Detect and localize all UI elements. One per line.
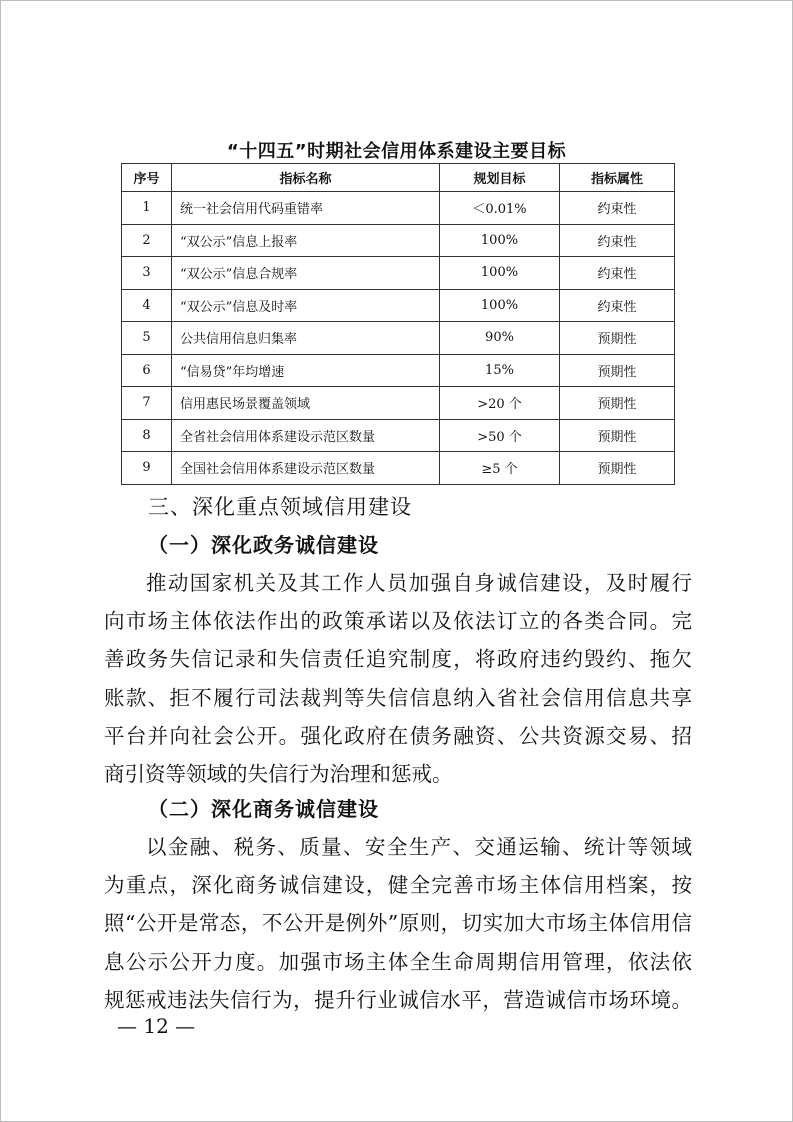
- cell-index: 5: [122, 322, 172, 355]
- cell-attribute: 预期性: [560, 387, 675, 420]
- cell-indicator-name: “双公示”信息及时率: [172, 289, 440, 322]
- cell-target: >20 个: [440, 387, 560, 420]
- subsection-heading-government: （一）深化政务诚信建设: [148, 533, 379, 557]
- cell-indicator-name: 信用惠民场景覆盖领域: [172, 387, 440, 420]
- cell-indicator-name: “双公示”信息上报率: [172, 224, 440, 257]
- table-title: “十四五”时期社会信用体系建设主要目标: [226, 141, 567, 162]
- table-row: [122, 289, 675, 322]
- cell-attribute: 预期性: [560, 322, 675, 355]
- cell-target: >50 个: [440, 419, 560, 452]
- paragraph-line: 推动国家机关及其工作人员加强自身诚信建设，及时履行: [146, 571, 692, 595]
- cell-target: 90%: [440, 322, 560, 355]
- cell-index: 9: [122, 452, 172, 485]
- cell-attribute: 约束性: [560, 192, 675, 225]
- cell-target: 100%: [440, 257, 560, 290]
- paragraph-line: 平台并向社会公开。强化政府在债务融资、公共资源交易、招: [104, 723, 692, 748]
- cell-attribute: 约束性: [560, 257, 675, 290]
- cell-attribute: 预期性: [560, 452, 675, 485]
- table-row: [122, 192, 675, 225]
- cell-indicator-name: 公共信用信息归集率: [172, 322, 440, 355]
- cell-attribute: 预期性: [560, 419, 675, 452]
- cell-target: 15%: [440, 354, 560, 387]
- table-row: [122, 354, 675, 387]
- paragraph-line: 息公示公开力度。加强市场主体全生命周期信用管理，依法依: [104, 949, 692, 974]
- table-row: [122, 452, 675, 485]
- paragraph-government-integrity: [104, 564, 692, 793]
- cell-index: 4: [122, 289, 172, 322]
- cell-index: 1: [122, 192, 172, 225]
- paragraph-line: 商引资等领域的失信行为治理和惩戒。: [104, 761, 453, 786]
- cell-index: 2: [122, 224, 172, 257]
- cell-index: 6: [122, 354, 172, 387]
- goals-table: [121, 163, 675, 485]
- header-target: 规划目标: [440, 164, 560, 192]
- cell-attribute: 预期性: [560, 354, 675, 387]
- paragraph-line: 为重点，深化商务诚信建设，健全完善市场主体信用档案，按: [104, 873, 692, 898]
- section-heading: 三、深化重点领域信用建设: [148, 495, 412, 519]
- paragraph-line: 照“公开是常态，不公开是例外”原则，切实加大市场主体信用信: [104, 911, 692, 936]
- cell-indicator-name: 全省社会信用体系建设示范区数量: [172, 419, 440, 452]
- cell-index: 3: [122, 257, 172, 290]
- paragraph-line: 规惩戒违法失信行为，提升行业诚信水平，营造诚信市场环境。: [104, 987, 692, 1012]
- cell-indicator-name: “双公示”信息合规率: [172, 257, 440, 290]
- table-header-row: [122, 164, 675, 192]
- table-row: [122, 224, 675, 257]
- table-row: [122, 322, 675, 355]
- subsection-heading-commerce: （二）深化商务诚信建设: [148, 797, 379, 821]
- table-row: [122, 419, 675, 452]
- cell-target: 100%: [440, 289, 560, 322]
- paragraph-line: 以金融、税务、质量、安全生产、交通运输、统计等领域: [146, 835, 692, 859]
- cell-index: 8: [122, 419, 172, 452]
- cell-target: ＜0.01%: [440, 192, 560, 225]
- header-attribute: 指标属性: [560, 164, 675, 192]
- cell-attribute: 约束性: [560, 224, 675, 257]
- cell-indicator-name: 统一社会信用代码重错率: [172, 192, 440, 225]
- cell-target: ≥5 个: [440, 452, 560, 485]
- paragraph-line: 向市场主体依法作出的政策承诺以及依法订立的各类合同。完: [104, 609, 692, 634]
- paragraph-commerce-integrity: [104, 828, 692, 1019]
- cell-target: 100%: [440, 224, 560, 257]
- cell-index: 7: [122, 387, 172, 420]
- paragraph-line: 账款、拒不履行司法裁判等失信信息纳入省社会信用信息共享: [104, 685, 692, 710]
- page-number: — 12 —: [117, 1014, 196, 1038]
- cell-indicator-name: “信易贷”年均增速: [172, 354, 440, 387]
- header-indicator-name: 指标名称: [172, 164, 440, 192]
- cell-indicator-name: 全国社会信用体系建设示范区数量: [172, 452, 440, 485]
- header-index: 序号: [122, 164, 172, 192]
- table-row: [122, 257, 675, 290]
- cell-attribute: 约束性: [560, 289, 675, 322]
- table-row: [122, 387, 675, 420]
- paragraph-line: 善政务失信记录和失信责任追究制度，将政府违约毁约、拖欠: [104, 647, 692, 672]
